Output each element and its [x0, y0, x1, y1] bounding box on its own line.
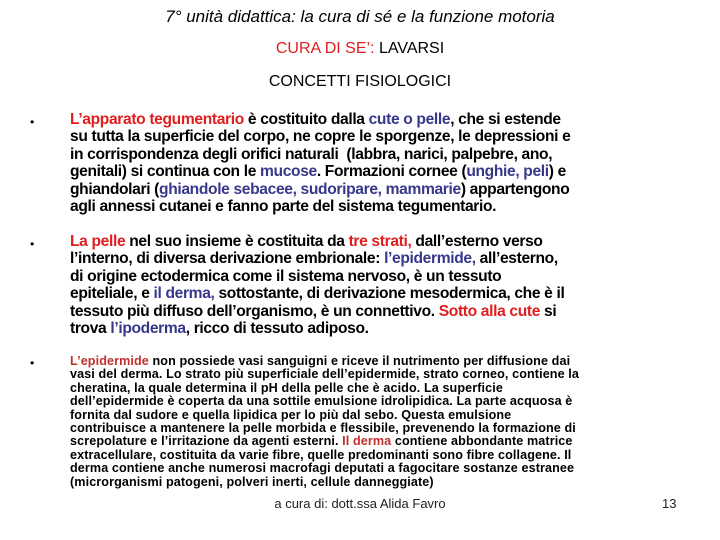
highlighted-term: cute o pelle [368, 111, 451, 128]
highlighted-term: L’apparato tegumentario [70, 111, 244, 128]
text-run: non possiede vasi sanguigni e riceve il nutrimento per diffusione dai vasi del derma. Lo strato più superficiale dell’epidermide, strato corneo, contiene la cheratina, la quale determina il pH della pelle che è acido. La superficie dell’epidermide è coperta da una sottile emulsione idrolipidica. La parte acquosa è fornita dal sudore e quella lipidica per lo più dal sebo. Questa emulsione contribuisce a mantenere la pelle morbida e flessibile, prevenendo la formazione di screpolature e l’irritazione da agenti esterni. [70, 354, 579, 449]
text-run: all’esterno, di origine ectodermica come il sistema nervoso, è un tessuto epiteliale, e [70, 250, 558, 303]
section-heading [0, 40, 720, 58]
paragraph-2 [70, 233, 700, 337]
text-run: si trova [70, 302, 557, 338]
highlighted-term: mucose [260, 163, 317, 181]
bullet-icon: • [30, 115, 35, 129]
text-run: , ricco di tessuto adiposo. [185, 320, 369, 338]
highlighted-term: Il derma [342, 434, 392, 449]
highlighted-term: l’epidermide, [384, 250, 476, 268]
text-run: , che si estende su tutta la superficie del corpo, ne copre le sporgenze, le depressioni e in corrispondenza degli orifici naturali (labbra, narici, palpebre, ano, genitali) si continua con le [70, 111, 571, 181]
highlighted-term: unghie, peli [466, 163, 549, 181]
highlighted-term: Sotto alla cute [438, 302, 541, 320]
concepts-heading: CONCETTI FISIOLOGICI [268, 73, 452, 90]
highlighted-term: L’epidermide [70, 354, 149, 368]
text-run: . Formazioni cornee ( [316, 163, 467, 181]
page-number: 13 [662, 496, 677, 511]
text-run: ) appartengono agli annessi cutanei e fanno parte del sistema tegumentario. [70, 180, 570, 216]
highlighted-term: il derma, [153, 285, 215, 303]
bullet-icon: • [30, 237, 35, 251]
section-heading-rest: LAVARSI [374, 40, 445, 57]
text-run: sottostante, di derivazione mesodermica, che è il tessuto più diffuso dell’organismo, è un connettivo. [70, 285, 565, 320]
paragraph-1 [70, 111, 700, 215]
text-run: ) e ghiandolari ( [70, 163, 566, 198]
paragraph-3 [70, 355, 700, 489]
highlighted-term: La pelle [70, 233, 126, 250]
text-run: contiene abbondante matrice extracellulare, costituita da varie fibre, quelle predominanti sono fibre collagene. Il derma contiene anche numerosi macrofagi deputati a fagocitare sostanze estranee (microrganismi patogeni, polveri inerti, cellule danneggiate) [70, 434, 575, 489]
text-run: è costituito dalla [243, 111, 369, 128]
bullet-icon: • [30, 356, 35, 370]
slide-title: 7° unità didattica: la cura di sé e la funzione motoria [165, 7, 555, 26]
footer-author: a cura di: dott.ssa Alida Favro [274, 496, 446, 511]
highlighted-term: tre strati, [348, 233, 412, 250]
highlighted-term: l’ipoderma [110, 320, 186, 338]
text-run: dall’esterno verso l’interno, di diversa derivazione embrionale: [70, 233, 543, 268]
highlighted-term: ghiandole sebacee, sudoripare, mammarie [159, 180, 461, 198]
section-heading-highlight: CURA DI SE’: [275, 40, 375, 57]
text-run: nel suo insieme è costituita da [125, 233, 349, 250]
